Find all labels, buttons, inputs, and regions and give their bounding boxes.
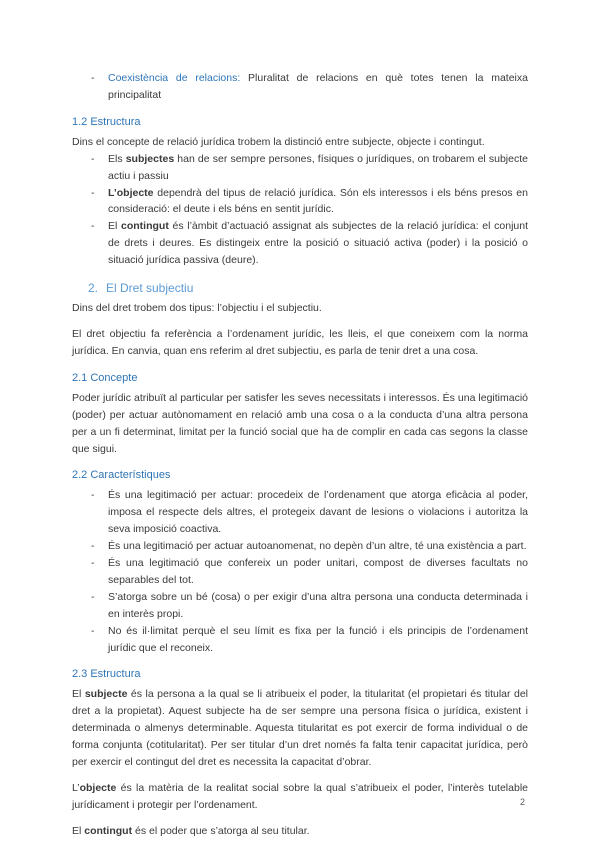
list-item-post: han de ser sempre persones, físiques o jurídiques, on trobarem el subjecte actiu i passiu [108, 152, 528, 182]
paragraph-pre: El [72, 824, 85, 837]
paragraph-post: és el poder que s’atorga al seu titular. [132, 824, 310, 837]
page-number: 2 [519, 797, 525, 807]
paragraph-dret-tipus: Dins del dret trobem dos tipus: l’objectiu i el subjectiu. [72, 302, 322, 315]
section-heading-2-2: 2.2 Característiques [72, 469, 171, 482]
paragraph-bold: objecte [79, 782, 117, 794]
list-item-bold: subjectes [125, 152, 175, 165]
list-item [72, 185, 528, 219]
list-item-text: S’atorga sobre un bé (cosa) o per exigir d’una altra persona una conducta determinada i en interès propi. [108, 590, 528, 620]
list-item-pre: Els [108, 152, 126, 165]
bullet-dash: - [91, 489, 95, 502]
list-item-post: dependrà del tipus de relació jurídica. Són els interessos i els béns presos en consideració: el deute i els béns en sentit jurídic. [108, 186, 528, 216]
list-item [72, 151, 528, 185]
list-item [72, 218, 528, 269]
list-item-bold: L’objecte [108, 186, 154, 199]
list-item [72, 487, 528, 538]
list-item [72, 555, 528, 589]
coexistencia-list [72, 70, 528, 104]
list-item-text [108, 151, 528, 185]
paragraph-estructura-intro: Dins el concepte de relació jurídica trobem la distinció entre subjecte, objecte i contingut. [72, 135, 485, 148]
paragraph-dret-objectiu: El dret objectiu fa referència a l’ordenament jurídic, les lleis, el que coneixem com la norma jurídica. En canvia, quan ens referim al dret subjectiu, es parla de tenir dret a una cosa. [72, 327, 528, 357]
paragraph-subjecte [72, 686, 528, 771]
caracteristiques-list [72, 487, 528, 656]
list-item-rest: Pluralitat de relacions en què totes tenen la mateixa principalitat [108, 72, 528, 101]
section-heading-2 [72, 280, 528, 296]
list-item [72, 70, 528, 104]
heading-title: El Dret subjectiu [106, 281, 194, 296]
list-item [72, 623, 528, 657]
bullet-dash: - [91, 186, 95, 199]
bullet-dash: - [91, 540, 95, 553]
paragraph-post: és la persona a la qual se li atribueix el poder, la titularitat (el propietari és titular del dret a la propietat). Aquest subjecte ha de ser sempre una persona física o jurídica, existent i determinada o almenys determinable. Aquesta titularitat es pot exercir de forma individual o de forma conjunta (cotitularitat). Per ser titular d’un dret només fa falta tenir capacitat jurídica, però per exercir el contingut del dret es necessita la capacitat d’obrar. [72, 688, 528, 769]
paragraph-concepte: Poder jurídic atribuït al particular per satisfer les seves necessitats i interessos. És una legitimació (poder) per actuar autònomament en relació amb una cosa o a la conducta d’una altra persona per a un fi determinat, limitat per la funció social que ha de complir en cada cas segons la classe que sigui. [72, 391, 528, 455]
list-item-post: és l’àmbit d’actuació assignat als subjectes de la relació jurídica: el conjunt de drets i deures. Es distingeix entre la posició o situació activa (poder) i la posició o situació jurídica passiva (deure). [108, 220, 529, 267]
bullet-dash: - [91, 624, 95, 637]
section-heading-2-3: 2.3 Estructura [72, 668, 141, 681]
list-item-text [108, 218, 528, 269]
list-item-text [108, 70, 528, 104]
paragraph-bold: contingut [84, 824, 133, 837]
list-item-pre: El [108, 220, 122, 233]
section-heading-1-2: 1.2 Estructura [72, 115, 141, 128]
heading-number: 2. [88, 281, 99, 296]
list-item-text: És una legitimació que confereix un poder unitari, compost de diverses facultats no separables del tot. [108, 557, 528, 586]
list-item-text: No és il·limitat perquè el seu límit es fixa per la funció i els principis de l’ordenament jurídic que el reconeix. [108, 624, 528, 654]
bullet-dash: - [91, 590, 95, 603]
list-item [72, 538, 528, 555]
bullet-dash: - [91, 557, 95, 570]
bullet-dash: - [91, 152, 95, 165]
bullet-dash: - [91, 72, 95, 84]
estructura-list [72, 151, 528, 269]
paragraph-pre: L’ [72, 782, 80, 794]
paragraph-post: és la matèria de la realitat social sobre la qual s’atribueix el poder, l’interès tutelable jurídicament i protegir per l’ordenament. [72, 782, 528, 811]
list-item-bold: contingut [121, 220, 169, 233]
list-item [72, 589, 528, 623]
list-item-text: És una legitimació per actuar: procedeix de l’ordenament que atorga eficàcia al poder, imposa el respecte dels altres, el protegeix davant de lesions o violacions i autoritza la seva imposició coactiva. [108, 489, 528, 536]
list-item-lead: Coexistència de relacions: [108, 72, 241, 84]
paragraph-objecte [72, 780, 528, 814]
bullet-dash: - [91, 220, 95, 233]
paragraph-bold: subjecte [84, 688, 128, 701]
paragraph-pre: El [72, 688, 85, 701]
section-heading-2-1: 2.1 Concepte [72, 371, 138, 384]
list-item-text [108, 185, 528, 219]
list-item-text: És una legitimació per actuar autoanomenat, no depèn d’un altre, té una existència a part. [108, 540, 527, 553]
paragraph-contingut [72, 823, 528, 840]
